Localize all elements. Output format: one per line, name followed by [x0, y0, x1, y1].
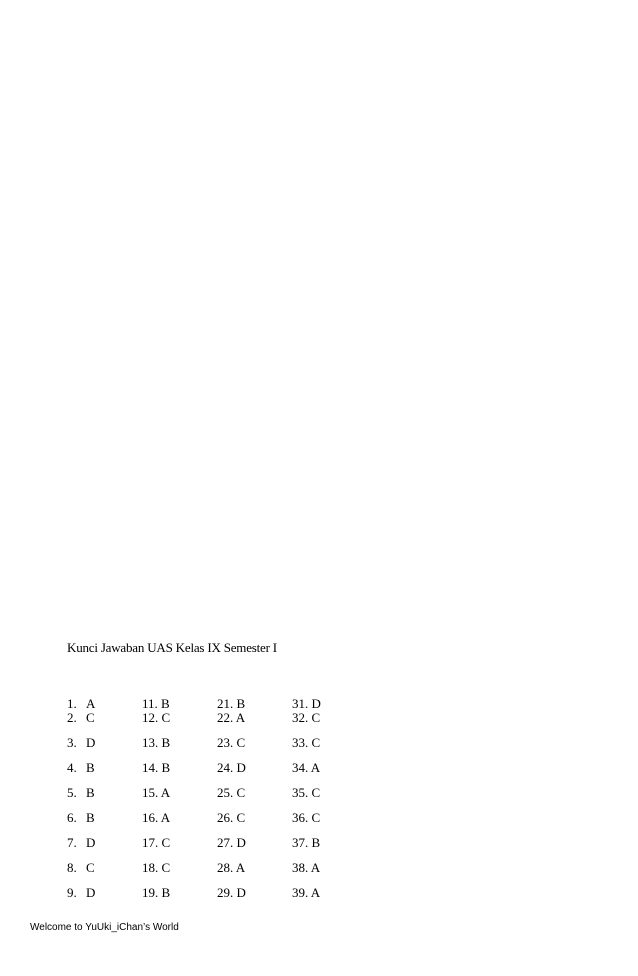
answer-letter: D: [86, 735, 96, 750]
answer-cell: [67, 711, 95, 724]
answer-letter: A: [86, 696, 96, 711]
answer-cell: 31. D: [292, 696, 321, 711]
answer-row: [67, 836, 367, 849]
answer-letter: D: [86, 835, 96, 850]
list-number: 4.: [67, 760, 77, 775]
answer-cell: 24. D: [217, 760, 246, 775]
answer-letter: B: [86, 760, 95, 775]
list-number: 2.: [67, 710, 77, 725]
answer-letter: D: [86, 885, 96, 900]
answer-row: [67, 697, 367, 710]
answer-cell: 32. C: [292, 710, 321, 725]
answer-cell: [67, 861, 95, 874]
answer-cell: [67, 886, 95, 899]
answer-cell: [67, 736, 95, 749]
answer-row: [67, 786, 367, 799]
answer-cell: [67, 761, 95, 774]
list-number: 6.: [67, 810, 77, 825]
answer-cell: 28. A: [217, 860, 246, 875]
answer-cell: 23. C: [217, 735, 246, 750]
answer-cell: 33. C: [292, 735, 321, 750]
answer-row: [67, 736, 367, 749]
answer-letter: B: [86, 785, 95, 800]
page-title: Kunci Jawaban UAS Kelas IX Semester I: [67, 640, 277, 655]
answer-cell: 22. A: [217, 710, 246, 725]
answer-cell: 12. C: [142, 710, 171, 725]
answer-cell: 36. C: [292, 810, 321, 825]
list-number: 3.: [67, 735, 77, 750]
answer-cell: 18. C: [142, 860, 171, 875]
answer-cell: 16. A: [142, 810, 171, 825]
answer-cell: 26. C: [217, 810, 246, 825]
list-number: 5.: [67, 785, 77, 800]
answer-cell: 38. A: [292, 860, 321, 875]
answer-cell: 11. B: [142, 696, 170, 711]
answer-cell: 29. D: [217, 885, 246, 900]
list-number: 9.: [67, 885, 77, 900]
answer-cell: 35. C: [292, 785, 321, 800]
answer-cell: 13. B: [142, 735, 171, 750]
answer-cell: 37. B: [292, 835, 321, 850]
answer-cell: 21. B: [217, 696, 246, 711]
answer-letter: B: [86, 810, 95, 825]
answer-row: [67, 761, 367, 774]
answer-cell: 34. A: [292, 760, 321, 775]
answer-key-list: [67, 697, 367, 899]
answer-cell: [67, 786, 95, 799]
list-number: 8.: [67, 860, 77, 875]
answer-cell: 25. C: [217, 785, 246, 800]
answer-letter: C: [86, 710, 95, 725]
list-number: 1.: [67, 696, 77, 711]
list-number: 7.: [67, 835, 77, 850]
answer-row: [67, 861, 367, 874]
answer-cell: 39. A: [292, 885, 321, 900]
answer-cell: 17. C: [142, 835, 171, 850]
answer-cell: [67, 697, 95, 710]
answer-cell: 14. B: [142, 760, 171, 775]
answer-cell: 27. D: [217, 835, 246, 850]
page-footer: Welcome to YuUki_iChan’s World: [30, 922, 179, 933]
answer-cell: [67, 836, 95, 849]
answer-row: [67, 886, 367, 899]
answer-cell: 19. B: [142, 885, 171, 900]
answer-cell: 15. A: [142, 785, 171, 800]
answer-letter: C: [86, 860, 95, 875]
answer-row: [67, 711, 367, 724]
answer-row: [67, 811, 367, 824]
answer-cell: [67, 811, 95, 824]
